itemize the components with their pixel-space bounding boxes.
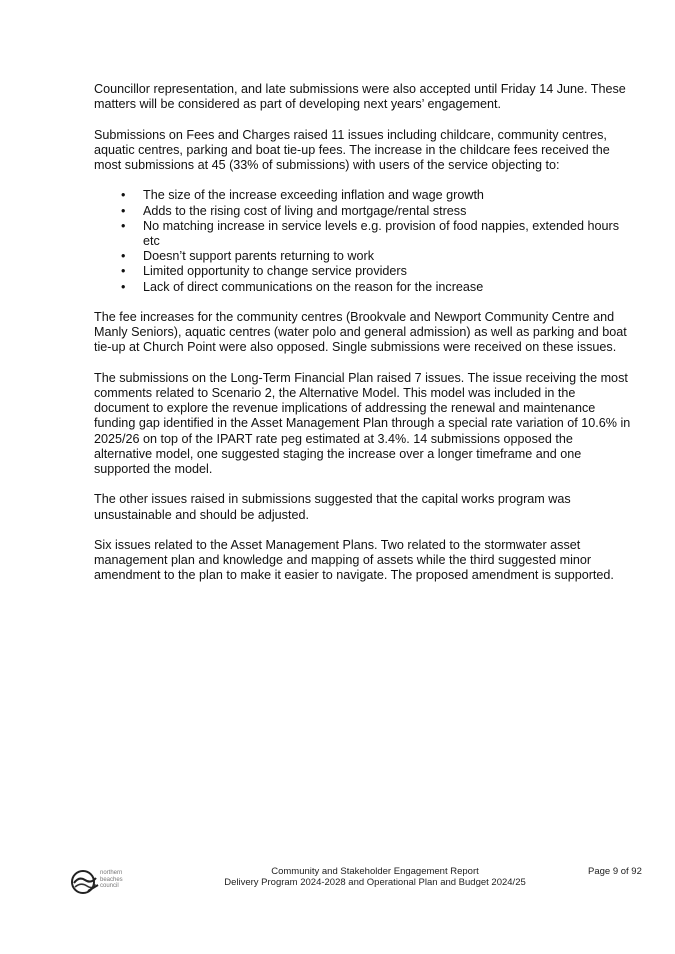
paragraph-long-term-financial-plan: The submissions on the Long-Term Financial Plan raised 7 issues. The issue receiving the most comments related to Scenario 2, the Alternative Model. This model was included in the document to explore the revenue implications of addressing the renewal and maintenance funding gap identified in the Asset Management Plan through a special rate variation of 10.6% in 2025/26 on top of the IPART rate peg estimated at 3.4%. 14 submissions opposed the alternative model, one suggested staging the increase over a longer timeframe and one supported the model. bbox=[94, 370, 631, 477]
page-number: Page 9 of 92 bbox=[588, 866, 642, 877]
footer-title bbox=[220, 866, 530, 888]
page-footer bbox=[0, 866, 675, 906]
paragraph-asset-management: Six issues related to the Asset Management Plans. Two related to the stormwater asset management plan and knowledge and mapping of assets while the third suggested minor amendment to the plan to make it easier to navigate. The proposed amendment is supported. bbox=[94, 538, 614, 583]
list-item: • No matching increase in service levels e.g. provision of food nappies, extended hours etc bbox=[121, 218, 620, 248]
bullet-icon: • bbox=[121, 264, 126, 279]
report-subtitle: Delivery Program 2024-2028 and Operational Plan and Budget 2024/25 bbox=[224, 877, 526, 888]
paragraph-late-submissions: Councillor representation, and late submissions were also accepted until Friday 14 June. These matters will be considered as part of developing next years’ engagement. bbox=[94, 82, 626, 112]
paragraph-community-centres: The fee increases for the community centres (Brookvale and Newport Community Centre and Manly Seniors), aquatic centres (water polo and general admission) as well as parking and boat tie-up at Church Point were also opposed. Single submissions were received on these issues. bbox=[94, 310, 627, 355]
document-body bbox=[94, 82, 634, 599]
paragraph-capital-works: The other issues raised in submissions suggested that the capital works program was unsustainable and should be adjusted. bbox=[94, 492, 571, 522]
bullet-icon: • bbox=[121, 279, 126, 294]
list-item: • Limited opportunity to change service providers bbox=[121, 264, 407, 279]
bullet-icon: • bbox=[121, 188, 126, 203]
list-item: • Lack of direct communications on the reason for the increase bbox=[121, 279, 484, 294]
report-title: Community and Stakeholder Engagement Report bbox=[271, 866, 479, 877]
list-item: • Adds to the rising cost of living and mortgage/rental stress bbox=[121, 203, 467, 218]
list-item: • Doesn’t support parents returning to work bbox=[121, 249, 375, 264]
bullet-icon: • bbox=[121, 249, 126, 264]
wave-logo-icon bbox=[70, 869, 100, 895]
bullet-icon: • bbox=[121, 218, 126, 233]
logo-wordmark: northern beaches council bbox=[100, 870, 123, 889]
bullet-icon: • bbox=[121, 203, 126, 218]
objections-list bbox=[94, 188, 634, 294]
list-item: • The size of the increase exceeding inflation and wage growth bbox=[121, 188, 484, 203]
paragraph-fees-charges: Submissions on Fees and Charges raised 11 issues including childcare, community centres, aquatic centres, parking and boat tie-up fees. The increase in the childcare fees received the most submissions at 45 (33% of submissions) with users of the service objecting to: bbox=[94, 127, 610, 172]
